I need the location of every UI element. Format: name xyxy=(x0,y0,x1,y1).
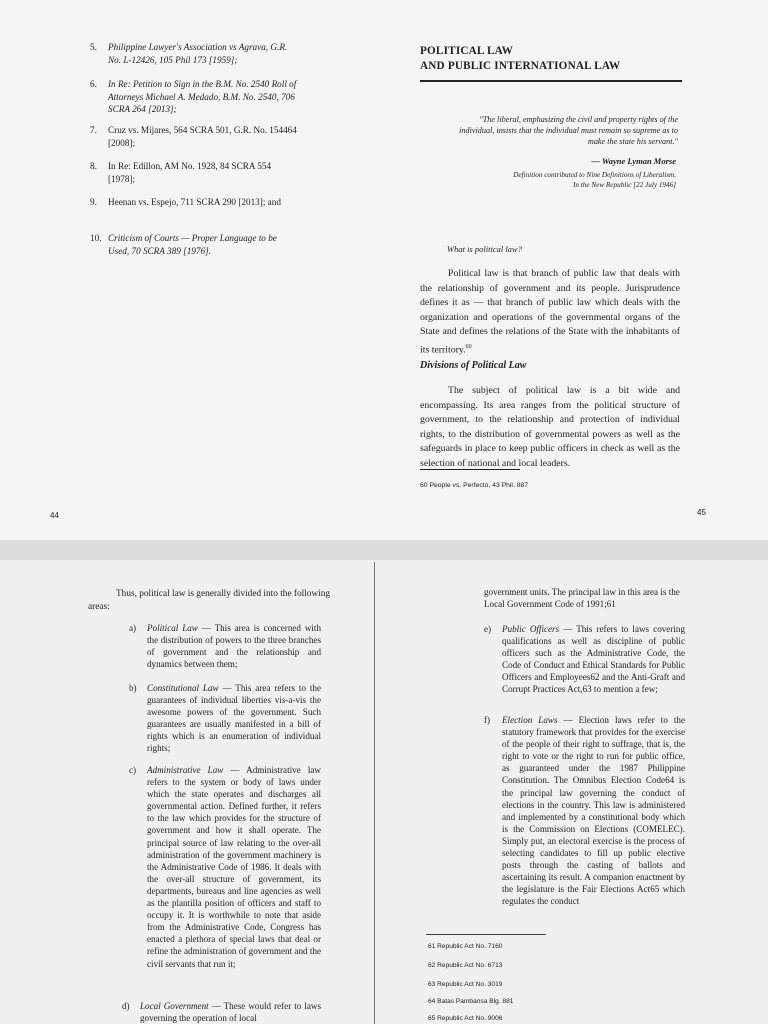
list-item: d) Local Government — These would refer to laws governing the operation of local xyxy=(122,1001,321,1024)
definition-paragraph: Political law is that branch of public law that deals with the relationship of government and its people. Jurisprudence defines it as — that branch of public law which deals with the organization and operations of the governmental organs of the State and defines the relations of the State with the inhabitants of its territory.$^{60}$ xyxy=(420,268,680,356)
list-item: b) Constitutional Law — This area refers to the guarantees of individual liberties vis-a-vis the awesome powers of the government. Such guarantees are usually manifested in a bill of rights which is an enumeration of individual rights; xyxy=(129,683,321,754)
list-item: e) Public Officers — This refers to laws covering qualifications as well as discipline of public officers such as the Administrative Code, the Code of Conduct and Ethical Standards for Public Officers and Employees62 and the Anti-Graft and Corrupt Practices Act,63 to mention a few; xyxy=(484,624,685,695)
list-item: f) Election Laws — Election laws refer to the statutory framework that provides for the exercise of the people of their right to suffrage, that is, the right to vote or the right to run for public office, as guaranteed under the 1987 Philippine Constitution. The Omnibus Election Code64 is the principal law governing the conduct of elections in the country. This law is administered and implemented by a constitutional body which is the Commission on Elections (COMELEC). Simply put, an electoral exercise is the process of selecting candidates to fill up public elective posts through the casting of ballots and ascertaining its result. A companion enactment by the legislature is the Fair Elections Act65 which regulates the conduct xyxy=(484,715,685,907)
citation-item: 8. In Re: Edillon, AM No. 1928, 84 SCRA 554 [1978]; xyxy=(90,160,300,185)
footnote: 65 Republic Act No. 9006 xyxy=(428,1015,503,1022)
citation-item: 9. Heenan vs. Espejo, 711 SCRA 290 [2013]; and xyxy=(90,196,300,209)
title-line-2: AND PUBLIC INTERNATIONAL LAW xyxy=(420,60,621,72)
footnote: 60 People vs. Perfecto, 43 Phil. 887 xyxy=(420,482,529,489)
title-rule xyxy=(420,80,682,82)
citation-text: Cruz vs. Mijares, 564 SCRA 501, G.R. No. 154464 [2008]; xyxy=(108,125,297,148)
citation-item: 6. In Re: Petition to Sign in the B.M. No. 2540 Roll of Attorneys Michael A. Medado, B.M. No. 2540, 706 SCRA 264 [2013]; xyxy=(90,78,300,116)
citation-text: In Re: Edillon, AM No. 1928, 84 SCRA 554 [1978]; xyxy=(108,161,272,184)
footnote-rule xyxy=(426,934,546,935)
subheading: Divisions of Political Law xyxy=(420,360,527,371)
citation-text: Criticism of Courts — Proper Language to be Used, 70 SCRA 389 [1976]. xyxy=(108,233,277,256)
quote-source: Definition contributed to Nine Definitions of Liberalism. In the New Republic [22 July 1946] xyxy=(513,171,676,189)
footnote: 62 Republic Act No. 6713 xyxy=(428,962,503,969)
intro-paragraph: Thus, political law is generally divided into the following areas: xyxy=(88,589,331,612)
citation-text: Philippine Lawyer's Association vs Agrava, G.R. No. L-12426, 105 Phil 173 [1959]; xyxy=(108,42,288,65)
citation-item: 5. Philippine Lawyer's Association vs Agrava, G.R. No. L-12426, 105 Phil 173 [1959]; xyxy=(90,41,300,66)
divisions-paragraph: The subject of political law is a bit wide and encompassing. Its area ranges from the political structure of government, to the relationship and protection of individual rights, to the distribution of governmental powers as well as the safeguards in place to keep public officers in check as well as the selection of national and local leaders. xyxy=(420,385,680,469)
citation-text: In Re: Petition to Sign in the B.M. No. 2540 Roll of Attorneys Michael A. Medado, B.M. No. 2540, 706 SCRA 264 [2013]; xyxy=(108,79,297,114)
footnote: 63 Republic Act No. 3019 xyxy=(428,981,503,988)
title-line-1: POLITICAL LAW xyxy=(420,45,514,57)
page-number-left: 44 xyxy=(50,511,59,520)
page-title xyxy=(420,44,620,74)
list-item: c) Administrative Law — Administrative law refers to the system or body of laws under which the state operates and discharges all governmental action. Defined further, it refers to the law which provides for the structure of government and how it shall operate. The principal source of law relating to the over-all administration of the government machinery is the Administrative Code of 1986. It deals with the over-all structure of government, its departments, bureaus and line agencies as well as the plantilla position of officers and staff to occupy it. It is worthwhile to note that aside from the Administrative Code, Congress has enacted a plethora of special laws that deal or refine the administration of government and the civil servants that run it; xyxy=(129,765,321,969)
quote-author: — Wayne Lyman Morse xyxy=(591,156,676,166)
list-item: a) Political Law — This area is concerned with the distribution of powers to the three branches of government and the relationship and dynamics between them; xyxy=(129,623,321,670)
citation-item: 10. Criticism of Courts — Proper Language to be Used, 70 SCRA 389 [1976]. xyxy=(90,232,300,257)
footnote: 61 Republic Act No. 7160 xyxy=(428,943,503,950)
continuation-paragraph: government units. The principal law in this area is the Local Government Code of 1991;61 xyxy=(484,587,680,610)
footnote-ref: 60 xyxy=(465,343,472,350)
footnote-rule xyxy=(420,469,520,470)
spread-separator xyxy=(0,540,768,560)
citation-text: Heenan vs. Espejo, 711 SCRA 290 [2013]; and xyxy=(108,197,281,207)
footnote: 64 Batas Pambansa Blg. 881 xyxy=(428,998,514,1005)
page-gutter xyxy=(374,562,375,1024)
section-question: What is political law? xyxy=(447,244,522,254)
citation-item: 7. Cruz vs. Mijares, 564 SCRA 501, G.R. No. 154464 [2008]; xyxy=(90,124,300,149)
page-number-right: 45 xyxy=(697,508,706,517)
epigraph-quote: "The liberal, emphasizing the civil and property rights of the individual, insists that the individual must remain so supreme as to make the state his servant." xyxy=(459,115,678,146)
